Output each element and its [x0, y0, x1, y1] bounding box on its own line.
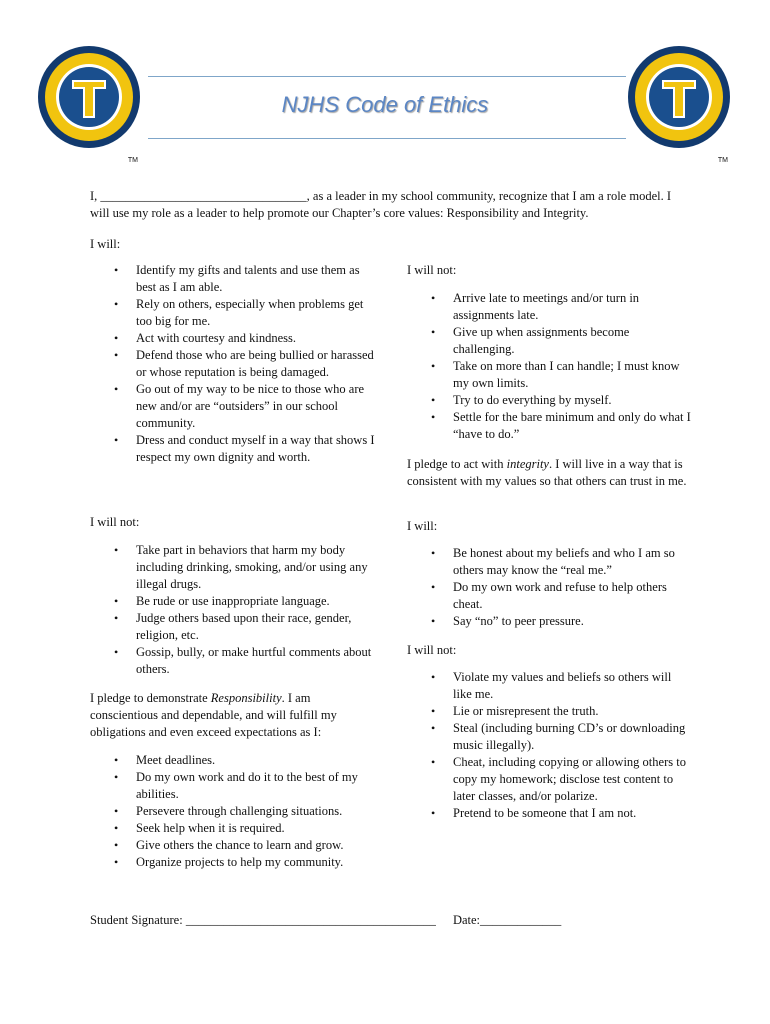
pledge-keyword: integrity — [506, 457, 549, 471]
date-field[interactable]: Date:_____________ — [452, 913, 562, 927]
list-item: • Steal (including burning CD’s or downloading music illegally). — [407, 720, 692, 754]
list-item: • Give others the chance to learn and grow. — [90, 837, 380, 854]
right-will-not2-list — [407, 669, 692, 822]
list-item: • Dress and conduct myself in a way that shows I respect my own dignity and worth. — [90, 432, 380, 466]
pledge-pre: I pledge to demonstrate — [90, 691, 211, 705]
list-item: • Say “no” to peer pressure. — [407, 613, 692, 630]
list-item: • Take part in behaviors that harm my body including drinking, smoking, and/or using any illegal drugs. — [90, 542, 380, 593]
list-item: • Pretend to be someone that I am not. — [407, 805, 692, 822]
integrity-pledge — [407, 456, 687, 490]
list-item: • Try to do everything by myself. — [407, 392, 692, 409]
list-item: • Gossip, bully, or make hurtful comments about others. — [90, 644, 380, 678]
page-title: NJHS Code of Ethics — [281, 92, 489, 117]
student-signature-field[interactable]: Student Signature: ________________________________________ — [90, 913, 436, 927]
list-item: • Give up when assignments become challenging. — [407, 324, 692, 358]
list-item: • Seek help when it is required. — [90, 820, 380, 837]
right-will-not2-label: I will not: — [407, 643, 457, 657]
list-item: • Arrive late to meetings and/or turn in assignments late. — [407, 290, 692, 324]
header-rule-bottom — [148, 138, 626, 139]
list-item: • Rely on others, especially when problems get too big for me. — [90, 296, 380, 330]
responsibility-list — [90, 752, 380, 871]
list-item: • Judge others based upon their race, gender, religion, etc. — [90, 610, 380, 644]
pledge-post: . I will live in a way that is consistent with my values so that others can trust in me. — [407, 457, 687, 488]
list-item: • Cheat, including copying or allowing others to copy my homework; disclose test content to later classes, and/or polarize. — [407, 754, 692, 805]
intro-paragraph: I, _________________________________, as a leader in my school community, recognize that I am a role model. I will use my role as a leader to help promote our Chapter’s core values: Responsibility and Integrity. — [90, 189, 672, 220]
right-will-list — [407, 545, 692, 630]
list-item: • Meet deadlines. — [90, 752, 380, 769]
list-item: • Go out of my way to be nice to those who are new and/or are “outsiders” in our school community. — [90, 381, 380, 432]
signature-line — [90, 913, 561, 928]
pledge-pre: I pledge to act with — [407, 457, 507, 471]
list-item: • Defend those who are being bullied or harassed or whose reputation is being damaged. — [90, 347, 380, 381]
list-item: • Act with courtesy and kindness. — [90, 330, 380, 347]
list-item: • Take on more than I can handle; I must know my own limits. — [407, 358, 692, 392]
right-will-label: I will: — [407, 519, 438, 533]
list-item: • Organize projects to help my community. — [90, 854, 380, 871]
left-will-not-label: I will not: — [90, 515, 140, 529]
list-item: • Be rude or use inappropriate language. — [90, 593, 380, 610]
pledge-post: . I am conscientious and dependable, and will fulfill my obligations and even exceed expectations as I: — [90, 691, 337, 739]
left-will-label: I will: — [90, 237, 121, 251]
right-will-not-list — [407, 290, 692, 443]
list-item: • Settle for the bare minimum and only do what I “have to do.” — [407, 409, 692, 443]
header-rule-top — [148, 76, 626, 77]
responsibility-pledge — [90, 690, 365, 741]
logo-tm-left: TM — [127, 157, 138, 164]
list-item: • Do my own work and refuse to help others cheat. — [407, 579, 692, 613]
list-item: • Identify my gifts and talents and use them as best as I am able. — [90, 262, 380, 296]
left-will-list — [90, 262, 380, 466]
right-will-not-label: I will not: — [407, 263, 457, 277]
list-item: • Persevere through challenging situations. — [90, 803, 380, 820]
left-will-not-list — [90, 542, 380, 678]
pledge-keyword: Responsibility — [210, 691, 282, 705]
logo-tm-right: TM — [717, 157, 728, 164]
list-item: • Be honest about my beliefs and who I am so others may know the “real me.” — [407, 545, 692, 579]
list-item: • Lie or misrepresent the truth. — [407, 703, 692, 720]
list-item: • Violate my values and beliefs so others will like me. — [407, 669, 692, 703]
list-item: • Do my own work and do it to the best of my abilities. — [90, 769, 380, 803]
